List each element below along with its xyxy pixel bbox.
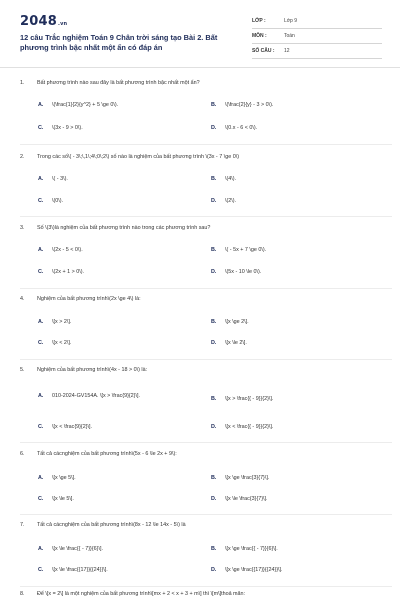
option-text: \[x \ge 5\]. (52, 475, 76, 481)
class-label: LỚP : (252, 18, 266, 24)
option-letter: A. (38, 319, 44, 325)
option-a[interactable] (38, 546, 103, 553)
option-text: \(\frac{1}{2}{y^2} + 5 \ge 0\). (52, 102, 119, 108)
question-1 (20, 80, 392, 131)
option-text: \[x \le 5\]. (52, 496, 74, 502)
option-text: \[x \le \frac{{17}}{{24}}\]. (52, 567, 108, 573)
option-text: \(2\). (225, 198, 237, 204)
count-value: 12 (284, 48, 290, 54)
option-d[interactable] (211, 567, 283, 574)
question-body: Nghiệm của bất phương trình\(2x \ge 4\) là: (37, 296, 141, 302)
option-text: \(\frac{2}{y} - 3 > 0\). (225, 102, 274, 108)
option-a[interactable] (38, 393, 140, 400)
option-letter: B. (211, 247, 217, 253)
question-number: 7. (20, 522, 25, 528)
option-text: \(4\). (225, 176, 237, 182)
option-letter: C. (38, 269, 44, 275)
logo-suffix: .vn (57, 21, 68, 27)
option-letter: D. (211, 125, 217, 131)
option-letter: C. (38, 496, 44, 502)
option-d[interactable] (211, 340, 247, 347)
question-number: 8. (20, 591, 25, 597)
option-b[interactable] (211, 247, 266, 254)
option-text: \(0\). (52, 198, 64, 204)
option-text: \(0.x - 6 < 0\). (225, 125, 258, 131)
option-text: 010-2024-GV154A. \[x > \frac{9}{2}\]. (52, 393, 140, 399)
option-letter: D. (211, 198, 217, 204)
option-c[interactable] (38, 567, 108, 574)
class-value: Lớp 9 (284, 18, 298, 24)
option-text: \[x \le \frac{{ - 7}}{6}\]. (52, 546, 103, 552)
option-b[interactable] (211, 475, 269, 482)
site-logo[interactable] (20, 14, 67, 29)
option-letter: B. (211, 319, 217, 325)
question-number: 6. (20, 451, 25, 457)
question-number: 3. (20, 225, 25, 231)
option-d[interactable] (211, 269, 261, 276)
meta-row-class (252, 14, 382, 29)
question-divider (20, 514, 392, 515)
option-text: \[x < 2\]. (52, 340, 72, 346)
question-5 (20, 367, 392, 430)
option-text: \[x \le \frac{3}{7}\]. (225, 496, 268, 502)
option-letter: C. (38, 424, 44, 430)
question-text (20, 451, 392, 458)
option-letter: B. (211, 102, 217, 108)
option-c[interactable] (38, 424, 92, 431)
count-label: SỐ CÂU : (252, 48, 275, 54)
option-text: \[x \ge \frac{3}{7}\]. (225, 475, 270, 481)
option-b[interactable] (211, 176, 236, 183)
option-text: \(3x - 9 > 0\). (52, 125, 83, 131)
question-7 (20, 522, 392, 573)
question-divider (20, 359, 392, 360)
question-8 (20, 591, 392, 598)
option-d[interactable] (211, 424, 273, 431)
option-text: \[x \ge 2\]. (225, 319, 249, 325)
question-text (20, 367, 392, 374)
question-2 (20, 154, 392, 204)
option-a[interactable] (38, 319, 71, 326)
option-c[interactable] (38, 125, 83, 132)
question-body: Bất phương trình nào sau đây là bất phương trình bậc nhất một ẩn? (37, 80, 200, 86)
option-text: \[x > \frac{{ - 9}}{2}\]. (225, 396, 274, 402)
option-b[interactable] (211, 102, 273, 109)
option-a[interactable] (38, 247, 83, 254)
option-text: \( - 3\). (52, 176, 68, 182)
option-text: \[x \ge \frac{{17}}{{24}}\]. (225, 567, 283, 573)
question-text (20, 225, 392, 232)
question-number: 5. (20, 367, 25, 373)
option-letter: D. (211, 424, 217, 430)
question-body: Trong các số\( - 3\;\,1\;4\;0\;2\) số nào là nghiệm của bất phương trình \(3x - 7 \ge 0\) (37, 154, 240, 160)
option-b[interactable] (211, 396, 273, 403)
option-letter: C. (38, 340, 44, 346)
option-c[interactable] (38, 340, 71, 347)
meta-info (252, 14, 382, 59)
option-text: \[x > 2\]. (52, 319, 72, 325)
option-letter: C. (38, 198, 44, 204)
option-letter: A. (38, 247, 44, 253)
question-text (20, 80, 392, 87)
question-4 (20, 296, 392, 346)
page-title: 12 câu Trắc nghiệm Toán 9 Chân trời sáng tạo Bài 2. Bất phương trình bậc nhất một ẩn có đáp án (20, 33, 218, 52)
header-divider (0, 67, 400, 68)
question-3 (20, 225, 392, 275)
question-body: Để \[x = 2\] là một nghiệm của bất phương trình\[mx + 2 < x + 3 + m\] thì \[m\]thoả mãn: (37, 591, 246, 597)
page-header (0, 0, 400, 68)
option-letter: B. (211, 475, 217, 481)
option-text: \(5x - 10 \le 0\). (225, 269, 262, 275)
option-a[interactable] (38, 176, 68, 183)
option-d[interactable] (211, 496, 268, 503)
option-letter: C. (38, 567, 44, 573)
question-text (20, 522, 392, 529)
option-letter: D. (211, 340, 217, 346)
option-text: \[x \ge \frac{{ - 7}}{6}\]. (225, 546, 278, 552)
option-letter: A. (38, 546, 44, 552)
question-6 (20, 451, 392, 502)
question-body: Tất cả cácnghiệm của bất phương trình\(8x - 12 \le 14x - 5\) là (37, 522, 186, 528)
question-body: Số \(3\)là nghiệm của bất phương trình nào trong các phương trình sau? (37, 225, 211, 231)
meta-row-count (252, 44, 382, 59)
question-number: 1. (20, 80, 25, 86)
option-text: \[x < \frac{{ - 9}}{2}\]. (225, 424, 274, 430)
question-divider (20, 216, 392, 217)
option-d[interactable] (211, 125, 257, 132)
option-letter: A. (38, 475, 44, 481)
subject-value: Toán (284, 33, 295, 39)
question-text (20, 591, 392, 598)
option-c[interactable] (38, 198, 63, 205)
option-b[interactable] (211, 546, 278, 553)
option-letter: A. (38, 176, 44, 182)
option-text: \[x \le 2\]. (225, 340, 247, 346)
question-divider (20, 288, 392, 289)
question-divider (20, 586, 392, 587)
question-divider (20, 144, 392, 145)
question-number: 4. (20, 296, 25, 302)
option-c[interactable] (38, 496, 74, 503)
logo-text: 2048 (20, 14, 57, 29)
option-text: \( - 5x + 7 \ge 0\). (225, 247, 267, 253)
question-text (20, 296, 392, 303)
option-c[interactable] (38, 269, 84, 276)
option-letter: B. (211, 176, 217, 182)
question-text (20, 154, 392, 161)
question-body: Nghiệm của bất phương trình\(4x - 18 > 0\) là: (37, 367, 148, 373)
meta-row-subject (252, 29, 382, 44)
question-number: 2. (20, 154, 25, 160)
option-letter: B. (211, 396, 217, 402)
option-b[interactable] (211, 319, 249, 326)
option-a[interactable] (38, 475, 76, 482)
option-letter: C. (38, 125, 44, 131)
option-text: \(2x - 5 < 0\). (52, 247, 83, 253)
question-body: Tất cả cácnghiệm của bất phương trình\(5x - 6 \le 2x + 9\): (37, 451, 177, 457)
subject-label: MÔN : (252, 33, 267, 39)
option-letter: A. (38, 393, 44, 399)
option-letter: D. (211, 567, 217, 573)
option-d[interactable] (211, 198, 236, 205)
option-text: \(2x + 1 > 0\). (52, 269, 85, 275)
option-text: \[x < \frac{9}{2}\]. (52, 424, 93, 430)
option-letter: B. (211, 546, 217, 552)
question-divider (20, 442, 392, 443)
option-letter: A. (38, 102, 44, 108)
option-letter: D. (211, 496, 217, 502)
option-a[interactable] (38, 102, 118, 109)
option-letter: D. (211, 269, 217, 275)
